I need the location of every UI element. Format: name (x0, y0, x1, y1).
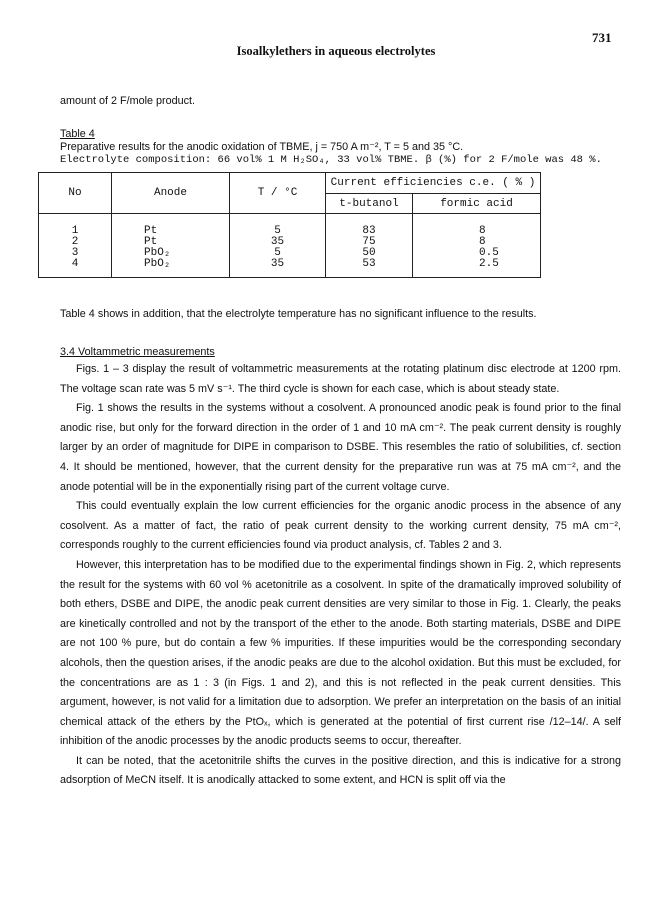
cell-no (39, 214, 112, 278)
col-header-temp: T / °C (230, 173, 326, 214)
paragraph-1: Figs. 1 – 3 display the result of voltammetric measurements at the rotating platinum disc electrode at 1200 rpm. The voltage scan rate was 5 mV s⁻¹. The third cycle is shown for each case, which is about steady state. (60, 363, 621, 395)
row-1-anode: Pt (144, 225, 158, 237)
col-header-formic-acid: formic acid (413, 194, 541, 214)
row-1-tbutanol: 83 (362, 225, 376, 237)
row-3-anode: PbO₂ (144, 247, 171, 259)
row-1-no: 1 (71, 225, 79, 237)
cell-temp (230, 214, 326, 278)
row-3-temp: 5 (274, 247, 281, 259)
table-caption (60, 128, 620, 167)
row-2-tbutanol: 75 (362, 236, 376, 248)
row-1-formic: 8 (479, 225, 486, 237)
row-4-formic: 2.5 (479, 258, 499, 270)
col-header-current-efficiencies: Current efficiencies c.e. ( % ) (326, 173, 541, 194)
section-heading: 3.4 Voltammetric measurements (60, 346, 215, 358)
row-2-temp: 35 (270, 236, 285, 248)
page-number: 731 (592, 30, 612, 45)
col-header-anode: Anode (112, 173, 230, 214)
col-header-no: No (39, 173, 112, 214)
row-2-formic: 8 (479, 236, 486, 248)
table-caption-line-2: Electrolyte composition: 66 vol% 1 M H₂SO₄, 33 vol% TBME. β (%) for 2 F/mole was 48 %. (60, 154, 602, 166)
cell-anode (112, 214, 230, 278)
running-head: Isoalkylethers in aqueous electrolytes (236, 44, 436, 58)
row-3-no: 3 (71, 247, 79, 259)
col-header-tbutanol: t-butanol (326, 194, 413, 214)
paragraph-5: It can be noted, that the acetonitrile shifts the curves in the positive direction, and this is indicative for a strong adsorption of MeCN itself. It is anodically attacked to some extent, and HCN is split off via the (60, 754, 621, 787)
table-caption-line-1: Preparative results for the anodic oxidation of TBME, j = 750 A m⁻², T = 5 and 35 °C. (60, 141, 464, 153)
cell-formic (413, 214, 541, 278)
row-1-temp: 5 (274, 225, 281, 237)
row-4-tbutanol: 53 (362, 258, 376, 270)
row-3-tbutanol: 50 (362, 247, 376, 259)
paragraph-4: However, this interpretation has to be modified due to the experimental findings shown in Fig. 2, which represents the result for the systems with 60 vol % acetonitrile as a cosolvent. In spite of the dramatically improved solubility of both ethers, DSBE and DIPE, the anodic peak current densities are very similar to those in Fig. 1. Clearly, the peaks are kinetically controlled and not by the transport of the ether to the anode. Both starting materials, DSBE and DIPE are not 100 % pure, but do contain a few % impurities. If these impurities would be the corresponding secondary alcohols, then the question arises, if the anodic peaks are due to the alcohol oxidation. But this must be excluded, for the concentrations are as 1 : 3 (in Figs. 1 and 2), and this is not reflected in the peak current densities. This argument, however, is not valid for a limitation due to adsorption. We prefer an interpretation on the basis of an initial chemical attack of the ethers by the PtOₓ, which is generated at the potential of first current rise /12–14/. A self inhibition of the anodic processes by the anodic products seems to occur, thereafter. (60, 558, 621, 748)
table-label: Table 4 (60, 128, 95, 140)
row-4-no: 4 (71, 258, 79, 270)
table-note: Table 4 shows in addition, that the electrolyte temperature has no significant influence to the results. (60, 308, 537, 320)
row-2-anode: Pt (144, 236, 158, 248)
results-table (38, 172, 541, 278)
paragraph-2: Fig. 1 shows the results in the systems without a cosolvent. A pronounced anodic peak is found prior to the final anodic rise, but only for the forward direction in the order of 1 and 10 mA cm⁻². The peak current density is roughly larger by an order of magnitude for DIPE in comparison to DSBE. This resembles the ratio of solubilities, cf. section 4. It should be mentioned, however, that the current density for the preparative run was at 75 mA cm⁻², and the anode potential will be in the exponentially rising part of the current voltage curve. (60, 402, 621, 493)
paragraph-3: This could eventually explain the low current efficiencies for the organic anodic process in the absence of any cosolvent. As a matter of fact, the ratio of peak current density to the working current density, 75 mA cm⁻², corresponds roughly to the current efficiencies found via product analysis, cf. Tables 2 and 3. (60, 500, 621, 552)
body-text (60, 360, 621, 791)
cell-tbutanol (326, 214, 413, 278)
row-3-formic: 0.5 (479, 247, 499, 259)
row-2-no: 2 (71, 236, 79, 248)
row-4-temp: 35 (270, 258, 285, 270)
intro-line: amount of 2 F/mole product. (60, 95, 196, 107)
row-4-anode: PbO₂ (144, 258, 171, 270)
